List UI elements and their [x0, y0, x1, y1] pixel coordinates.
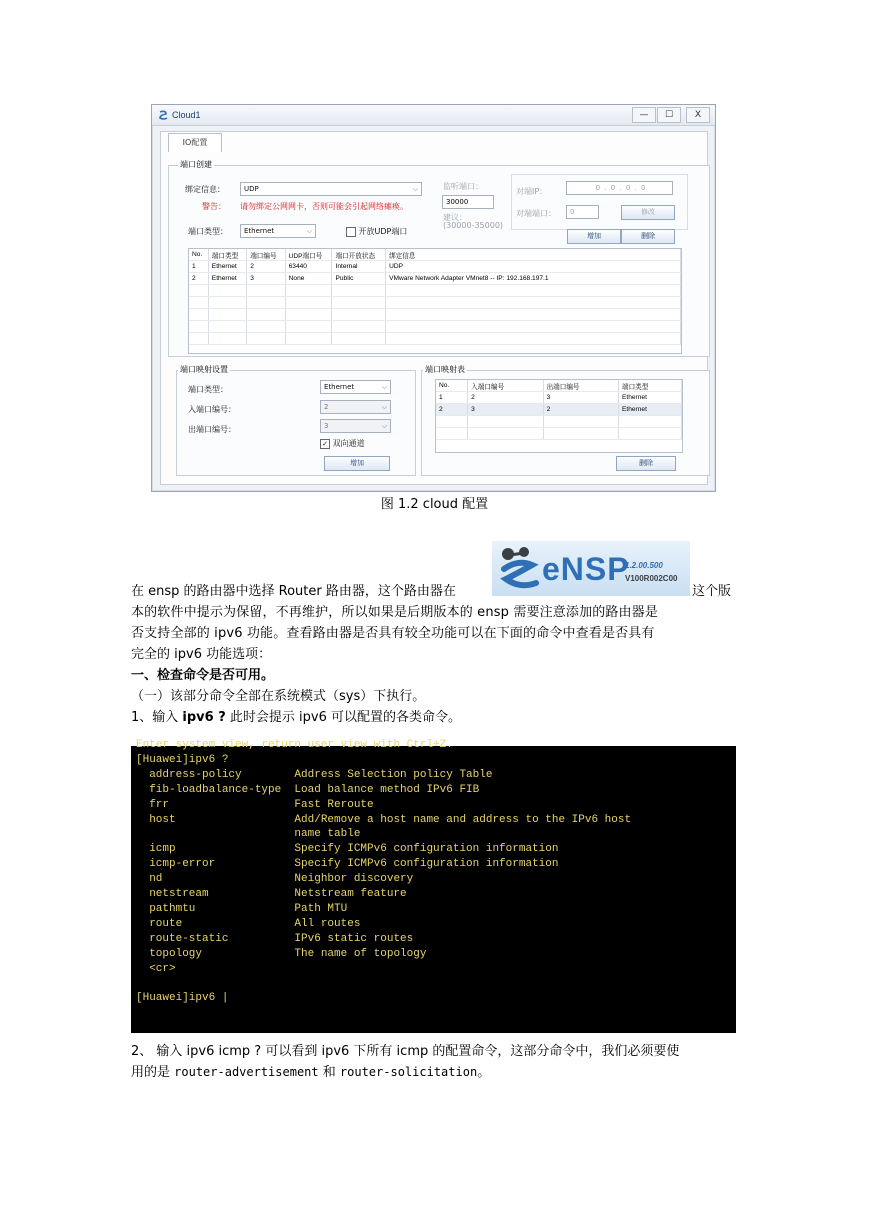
mapping-port-type-select[interactable] — [320, 380, 391, 394]
tab-io-config[interactable]: IO配置 — [168, 133, 222, 152]
bind-info-value: UDP — [244, 185, 259, 193]
add-port-button[interactable]: 增加 — [567, 229, 621, 244]
port-type-select[interactable] — [240, 224, 316, 238]
table-row[interactable] — [436, 404, 682, 416]
bidirectional-checkbox[interactable] — [320, 438, 365, 449]
ensp-logo-icon — [498, 545, 540, 593]
terminal-line: netstream Netstream feature — [136, 888, 407, 900]
port-mapping-table-title: 端口映射表 — [425, 365, 465, 374]
table-header: 端口类型 — [618, 380, 681, 392]
table-cell: 3 — [543, 392, 618, 404]
add-mapping-button[interactable]: 增加 — [324, 456, 390, 471]
paragraph-line: 完全的 ipv6 功能选项： — [131, 647, 272, 662]
terminal-line: frr Fast Reroute — [136, 798, 374, 811]
in-port-label: 入端口编号： — [188, 405, 236, 414]
terminal-line: [Huawei]ipv6 | — [136, 992, 229, 1005]
warning-label: 警告： — [202, 202, 226, 211]
modify-button[interactable]: 修改 — [621, 205, 675, 220]
mapping-table — [435, 379, 683, 453]
terminal-line: fib-loadbalance-type Load balance method IPv6 FIB — [136, 783, 480, 796]
terminal-line: <cr> — [136, 962, 176, 975]
table-header: No. — [189, 249, 208, 261]
terminal-line: icmp-error Specify ICMPv6 configuration information — [136, 858, 559, 871]
step-2-end: 。 — [477, 1065, 491, 1080]
section-heading: 一、检查命令是否可用。 — [131, 668, 275, 683]
listen-port-label: 监听端口： — [443, 182, 483, 191]
table-row-empty — [189, 309, 681, 321]
table-row[interactable] — [189, 273, 681, 285]
table-cell: 1 — [189, 261, 208, 273]
table-header: 端口编号 — [247, 249, 285, 261]
table-cell: Ethernet — [618, 392, 681, 404]
terminal-screenshot — [131, 739, 736, 1033]
step-2-line-2 — [131, 1062, 490, 1083]
out-port-value: 3 — [324, 422, 329, 430]
in-port-value: 2 — [324, 403, 329, 411]
command-router-solicitation: router-solicitation — [339, 1065, 478, 1079]
title-bar — [152, 105, 715, 126]
terminal-line: [Huawei]ipv6 ? — [136, 753, 229, 766]
delete-port-button[interactable]: 删除 — [621, 229, 675, 244]
chevron-down-icon: ⌵ — [306, 227, 312, 235]
paragraph-line: 本的软件中提示为保留，不再维护，所以如果是后期版本的 ensp 需要注意添加的路由器是 — [131, 605, 658, 620]
ensp-version: 1.2.00.500 — [625, 561, 663, 570]
subsection-heading: （一）该部分命令全部在系统模式（sys）下执行。 — [131, 689, 426, 704]
table-cell: 63440 — [285, 261, 332, 273]
terminal-line: address-policy Address Selection policy Table — [136, 768, 493, 781]
peer-port-label: 对端端口： — [516, 209, 556, 218]
peer-port-input[interactable]: 0 — [566, 205, 599, 219]
table-row-empty — [189, 285, 681, 297]
port-table — [188, 248, 682, 354]
table-header: 出端口编号 — [543, 380, 618, 392]
table-cell: 3 — [247, 273, 285, 285]
cloud1-window — [151, 104, 716, 492]
out-port-label: 出端口编号： — [188, 425, 236, 434]
mapping-port-type-value: Ethernet — [324, 383, 355, 391]
port-type-label: 端口类型： — [188, 227, 228, 236]
table-header: UDP端口号 — [285, 249, 332, 261]
open-udp-checkbox[interactable] — [346, 226, 407, 237]
table-cell: Internal — [332, 261, 386, 273]
delete-mapping-button[interactable]: 删除 — [616, 456, 676, 471]
table-cell: 2 — [468, 392, 543, 404]
table-cell: 3 — [468, 404, 543, 416]
table-cell: Ethernet — [208, 261, 246, 273]
table-cell: Public — [332, 273, 386, 285]
step-2-prefix: 用的是 — [131, 1065, 175, 1080]
peer-ip-label: 对端IP： — [516, 187, 548, 196]
table-cell: UDP — [386, 261, 681, 273]
bind-info-select[interactable] — [240, 182, 422, 196]
terminal-line: name table — [136, 828, 361, 841]
port-mapping-settings-title: 端口映射设置 — [180, 365, 228, 374]
listen-port-input[interactable]: 30000 — [442, 195, 494, 209]
terminal-line: topology The name of topology — [136, 947, 427, 960]
in-port-select[interactable] — [320, 400, 391, 414]
table-cell: None — [285, 273, 332, 285]
suggest-label: 建议： — [443, 213, 467, 222]
paragraph-line: 这个版 — [692, 584, 732, 599]
table-header: 绑定信息 — [386, 249, 681, 261]
terminal-line: Enter system view, return user view with Ctrl+Z. — [136, 739, 453, 751]
table-row-empty — [436, 416, 682, 428]
table-row-empty — [436, 428, 682, 440]
out-port-select[interactable] — [320, 419, 391, 433]
table-cell: 1 — [436, 392, 468, 404]
table-row[interactable] — [436, 392, 682, 404]
paragraph-line: 在 ensp 的路由器中选择 Router 路由器，这个路由器在 — [131, 584, 456, 599]
suggest-range: (30000-35000) — [443, 221, 504, 230]
open-udp-label: 开放UDP端口 — [358, 227, 408, 236]
table-cell: 2 — [189, 273, 208, 285]
table-header: 入端口编号 — [468, 380, 543, 392]
table-header-row — [436, 380, 682, 392]
step-1-command: ipv6 ? — [182, 710, 226, 725]
chevron-down-icon: ⌵ — [412, 185, 418, 193]
checkbox-icon — [346, 227, 356, 237]
warning-text: 请勿绑定公网网卡，否则可能会引起网络瘫痪。 — [240, 202, 408, 211]
bind-info-label: 绑定信息： — [185, 185, 225, 194]
port-creation-title: 端口创建 — [180, 160, 212, 169]
figure-caption: 图 1.2 cloud 配置 — [380, 497, 489, 512]
step-1-prefix: 1、输入 — [131, 710, 183, 725]
terminal-line: pathmtu Path MTU — [136, 902, 348, 915]
bidirectional-label: 双向通道 — [332, 439, 365, 448]
terminal-line: icmp Specify ICMPv6 configuration information — [136, 843, 559, 856]
ensp-app-icon — [158, 110, 168, 120]
table-row-empty — [189, 333, 681, 345]
minimize-button[interactable]: — — [632, 107, 656, 123]
terminal-line: host Add/Remove a host name and address to the IPv6 host — [136, 813, 632, 826]
table-row-empty — [189, 321, 681, 333]
step-2-conjunction: 和 — [318, 1065, 340, 1080]
table-row-empty — [189, 297, 681, 309]
table-cell: Ethernet — [618, 404, 681, 416]
table-cell: 2 — [247, 261, 285, 273]
chevron-down-icon: ⌵ — [381, 403, 387, 411]
peer-ip-input[interactable]: 0 . 0 . 0 . 0 — [566, 181, 673, 195]
table-cell: 2 — [543, 404, 618, 416]
table-header: 端口类型 — [208, 249, 246, 261]
paragraph-line: 否支持全部的 ipv6 功能。查看路由器是否具有较全功能可以在下面的命令中查看是否具有 — [131, 626, 655, 641]
checkmark-icon: ✓ — [320, 439, 330, 449]
maximize-button[interactable]: ☐ — [657, 107, 681, 123]
table-row[interactable] — [189, 261, 681, 273]
step-1-suffix: 此时会提示 ipv6 可以配置的各类命令。 — [225, 710, 461, 725]
ensp-build: V100R002C00 — [625, 574, 678, 583]
ensp-logo — [492, 541, 690, 596]
terminal-line: route-static IPv6 static routes — [136, 932, 414, 945]
terminal-line: route All routes — [136, 917, 361, 930]
table-header: 端口开放状态 — [332, 249, 386, 261]
chevron-down-icon: ⌵ — [381, 422, 387, 430]
mapping-port-type-label: 端口类型： — [188, 385, 228, 394]
chevron-down-icon: ⌵ — [381, 383, 387, 391]
table-cell: VMware Network Adapter VMnet8 -- IP: 192.168.197.1 — [386, 273, 681, 285]
window-title: Cloud1 — [172, 110, 201, 120]
table-header: No. — [436, 380, 468, 392]
step-1-line — [131, 707, 461, 728]
table-cell: Ethernet — [208, 273, 246, 285]
command-router-advertisement: router-advertisement — [174, 1065, 319, 1079]
close-button[interactable]: X — [686, 107, 710, 123]
table-cell: 2 — [436, 404, 468, 416]
terminal-line: nd Neighbor discovery — [136, 873, 414, 886]
port-type-value: Ethernet — [244, 227, 275, 235]
table-header-row — [189, 249, 681, 261]
step-2-line: 2、 输入 ipv6 icmp ? 可以看到 ipv6 下所有 icmp 的配置命令，这部分命令中，我们必须要使 — [131, 1044, 680, 1059]
ensp-logo-text: eNSP — [542, 551, 630, 587]
